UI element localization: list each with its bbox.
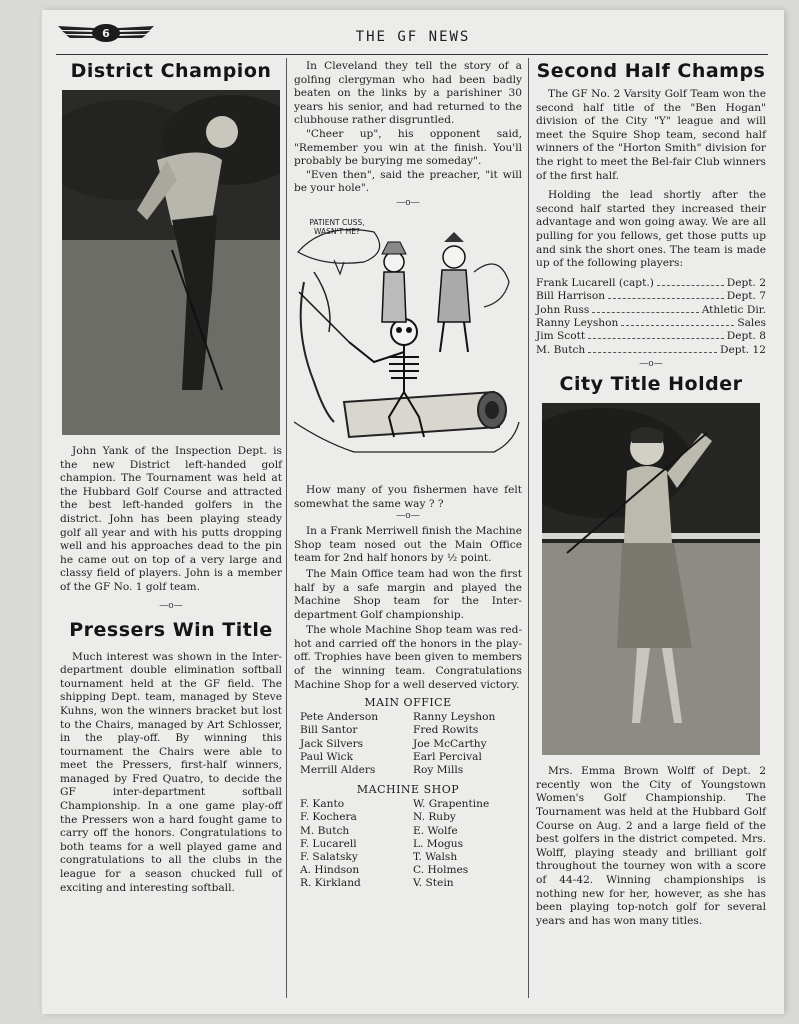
city-title-body: Mrs. Emma Brown Wolff of Dept. 2 recently won the City of Youngstown Women's Golf Championship. The Tournament was held at the Hubbard Golf Course on Aug. 2 and a large field of the best golfers in the district competed. Mrs. Wolff, playing steady and brilliant golf throughout the tourney won with a score of 44-42. Winning championships is nothing new for her, however, as she has been playing top-notch golf for several years and has won many titles. xyxy=(536,765,766,927)
roster-name: Paul Wick xyxy=(300,750,353,763)
district-champion-body: John Yank of the Inspection Dept. is the new District left-handed golf champion. The Tournament was held at the Hubbard Golf Course and attracted the best left-handed golfers in the district. John has been playing steady golf all year and with his putts dropping well and his approaches dead to the pin he came out on top of a very large and classy field of players. John is a member of the GF No. 1 golf team. xyxy=(60,445,282,593)
separator: —o— xyxy=(639,359,663,370)
column-left xyxy=(60,60,282,895)
player-row xyxy=(536,317,766,330)
machine-shop-roster xyxy=(294,798,522,890)
roster-name: M. Butch xyxy=(300,824,350,837)
roster-name: Jack Silvers xyxy=(300,737,364,750)
roster-name: F. Kochera xyxy=(300,811,357,824)
fishing-cartoon xyxy=(294,212,522,482)
second-half-champs-title: Second Half Champs xyxy=(536,60,766,82)
main-office-roster xyxy=(294,711,522,777)
story-paragraph-3: "Even then", said the preacher, "it will be your hole". xyxy=(294,168,522,195)
district-champion-title: District Champion xyxy=(70,60,272,82)
roster-name: L. Mogus xyxy=(413,837,464,850)
roster-name: Roy Mills xyxy=(413,764,464,777)
roster-name: F. Salatsky xyxy=(300,851,358,864)
player-name: Ranny Leyshon xyxy=(536,316,619,329)
page-number: 6 xyxy=(102,27,110,40)
player-dept: Dept. 7 xyxy=(726,290,766,303)
roster-name: W. Grapentine xyxy=(413,798,490,811)
player-dept: Dept. 8 xyxy=(726,330,766,343)
leader-dots xyxy=(588,352,717,353)
roster-name: Ranny Leyshon xyxy=(413,711,496,724)
roster-name: Pete Anderson xyxy=(300,711,379,724)
team-player-list xyxy=(536,277,766,357)
roster-name: A. Hindson xyxy=(300,864,360,877)
city-title-holder-title: City Title Holder xyxy=(559,373,743,396)
player-row xyxy=(536,290,766,303)
separator: —o— xyxy=(396,197,420,208)
woman-golfer-photo-illustration xyxy=(542,403,760,755)
roster-name: Fred Rowits xyxy=(413,724,479,737)
column-divider-1 xyxy=(286,58,287,998)
column-divider-2 xyxy=(528,58,529,998)
emma-wolff-photo xyxy=(542,403,760,755)
golfer-photo-illustration xyxy=(62,90,280,435)
leader-dots xyxy=(588,338,724,339)
player-dept: Dept. 2 xyxy=(726,276,766,289)
roster-name: V. Stein xyxy=(413,877,454,890)
player-dept: Athletic Dir. xyxy=(701,303,766,316)
merriwell-paragraph-1: In a Frank Merriwell finish the Machine Shop team nosed out the Main Office team for 2nd half honors by ½ point. xyxy=(294,525,522,565)
player-name: Frank Lucarell (capt.) xyxy=(536,276,654,289)
main-office-title: MAIN OFFICE xyxy=(364,696,452,710)
player-row xyxy=(536,304,766,317)
player-row xyxy=(536,277,766,290)
machine-shop-title: MACHINE SHOP xyxy=(356,783,460,797)
leader-dots xyxy=(657,285,724,286)
leader-dots xyxy=(621,325,734,326)
separator: —o— xyxy=(159,600,183,611)
player-dept: Dept. 12 xyxy=(719,343,766,356)
header-rule xyxy=(56,54,768,55)
column-middle xyxy=(294,60,522,891)
pressers-win-title: Pressers Win Title xyxy=(69,618,273,641)
roster-name: Bill Santor xyxy=(300,724,358,737)
roster-name: F. Kanto xyxy=(300,798,345,811)
story-paragraph-2: "Cheer up", his opponent said, "Remember you win at the finish. You'll probably be burying me someday". xyxy=(294,127,522,168)
roster-name: E. Wolfe xyxy=(413,824,458,837)
john-yank-photo xyxy=(62,90,280,435)
second-half-body-1: The GF No. 2 Varsity Golf Team won the second half title of the "Ben Hogan" division of the City "Y" league and will meet the Squire Shop team, second half winners of the "Horton Smith" division for the right to meet the Bel-fair Club winners of the first half. xyxy=(536,88,766,182)
cartoon-caption: How many of you fishermen have felt somewhat the same way ? ? xyxy=(294,483,522,510)
leader-dots xyxy=(608,298,724,299)
roster-name: T. Walsh xyxy=(413,851,458,864)
leader-dots xyxy=(592,312,698,313)
separator: —o— xyxy=(396,511,420,522)
player-row xyxy=(536,330,766,343)
second-half-body-2: Holding the lead shortly after the second half started they increased their advantage and won going away. We are all pulling for you fellows, get those putts up and sink the short ones. The team is made up of the following players: xyxy=(536,189,766,270)
merriwell-paragraph-2: The Main Office team had won the first half by a safe margin and played the Machine Shop team for the Inter-department Golf championship. xyxy=(294,567,522,621)
newsletter-page xyxy=(42,10,784,1014)
masthead: THE GF NEWS xyxy=(355,29,471,45)
player-row xyxy=(536,344,766,357)
merriwell-paragraph-3: The whole Machine Shop team was red-hot and carried off the honors in the play-off. Trophies have been given to members of the winning team. Congratulations Machine Shop for a well deserved victory. xyxy=(294,624,522,691)
player-name: Jim Scott xyxy=(536,330,586,343)
roster-name: Joe McCarthy xyxy=(413,737,487,750)
page-header xyxy=(42,10,784,56)
roster-name: R. Kirkland xyxy=(300,877,361,890)
player-dept: Sales xyxy=(737,316,766,329)
player-name: M. Butch xyxy=(536,343,586,356)
roster-name: F. Lucarell xyxy=(300,837,357,850)
pressers-body: Much interest was shown in the Inter-department double elimination softball tournament held at the GF field. The shipping Dept. team, managed by Steve Kuhns, won the winners bracket but lost to the Chairs, managed by Art Schlosser, in the play-off. By winning this tournament the Chairs were able to meet the Pressers, first-half winners, managed by Fred Quatro, to decide the GF inter-department softball Championship. In a one game play-off the Pressers won a hard fought game to carry off the honors. Congratulations to both teams for a well played game and congratulations to all the clubs in the league for a season chucked full of exciting and interesting softball. xyxy=(60,650,282,894)
story-paragraph-1: In Cleveland they tell the story of a golfing clergyman who had been badly beaten on the links by a parishiner 30 years his senior, and had returned to the clubhouse rather disgruntled. xyxy=(294,60,522,127)
skeleton-fisherman-cartoon xyxy=(294,212,522,482)
player-name: John Russ xyxy=(536,303,590,316)
roster-name: C. Holmes xyxy=(413,864,469,877)
column-right xyxy=(536,60,766,928)
cartoon-speech-bubble: PATIENT CUSS, WASN'T HE? xyxy=(309,217,365,236)
roster-name: N. Ruby xyxy=(413,811,456,824)
roster-name: Earl Percival xyxy=(413,750,482,763)
player-name: Bill Harrison xyxy=(536,290,606,303)
roster-name: Merrill Alders xyxy=(300,764,376,777)
